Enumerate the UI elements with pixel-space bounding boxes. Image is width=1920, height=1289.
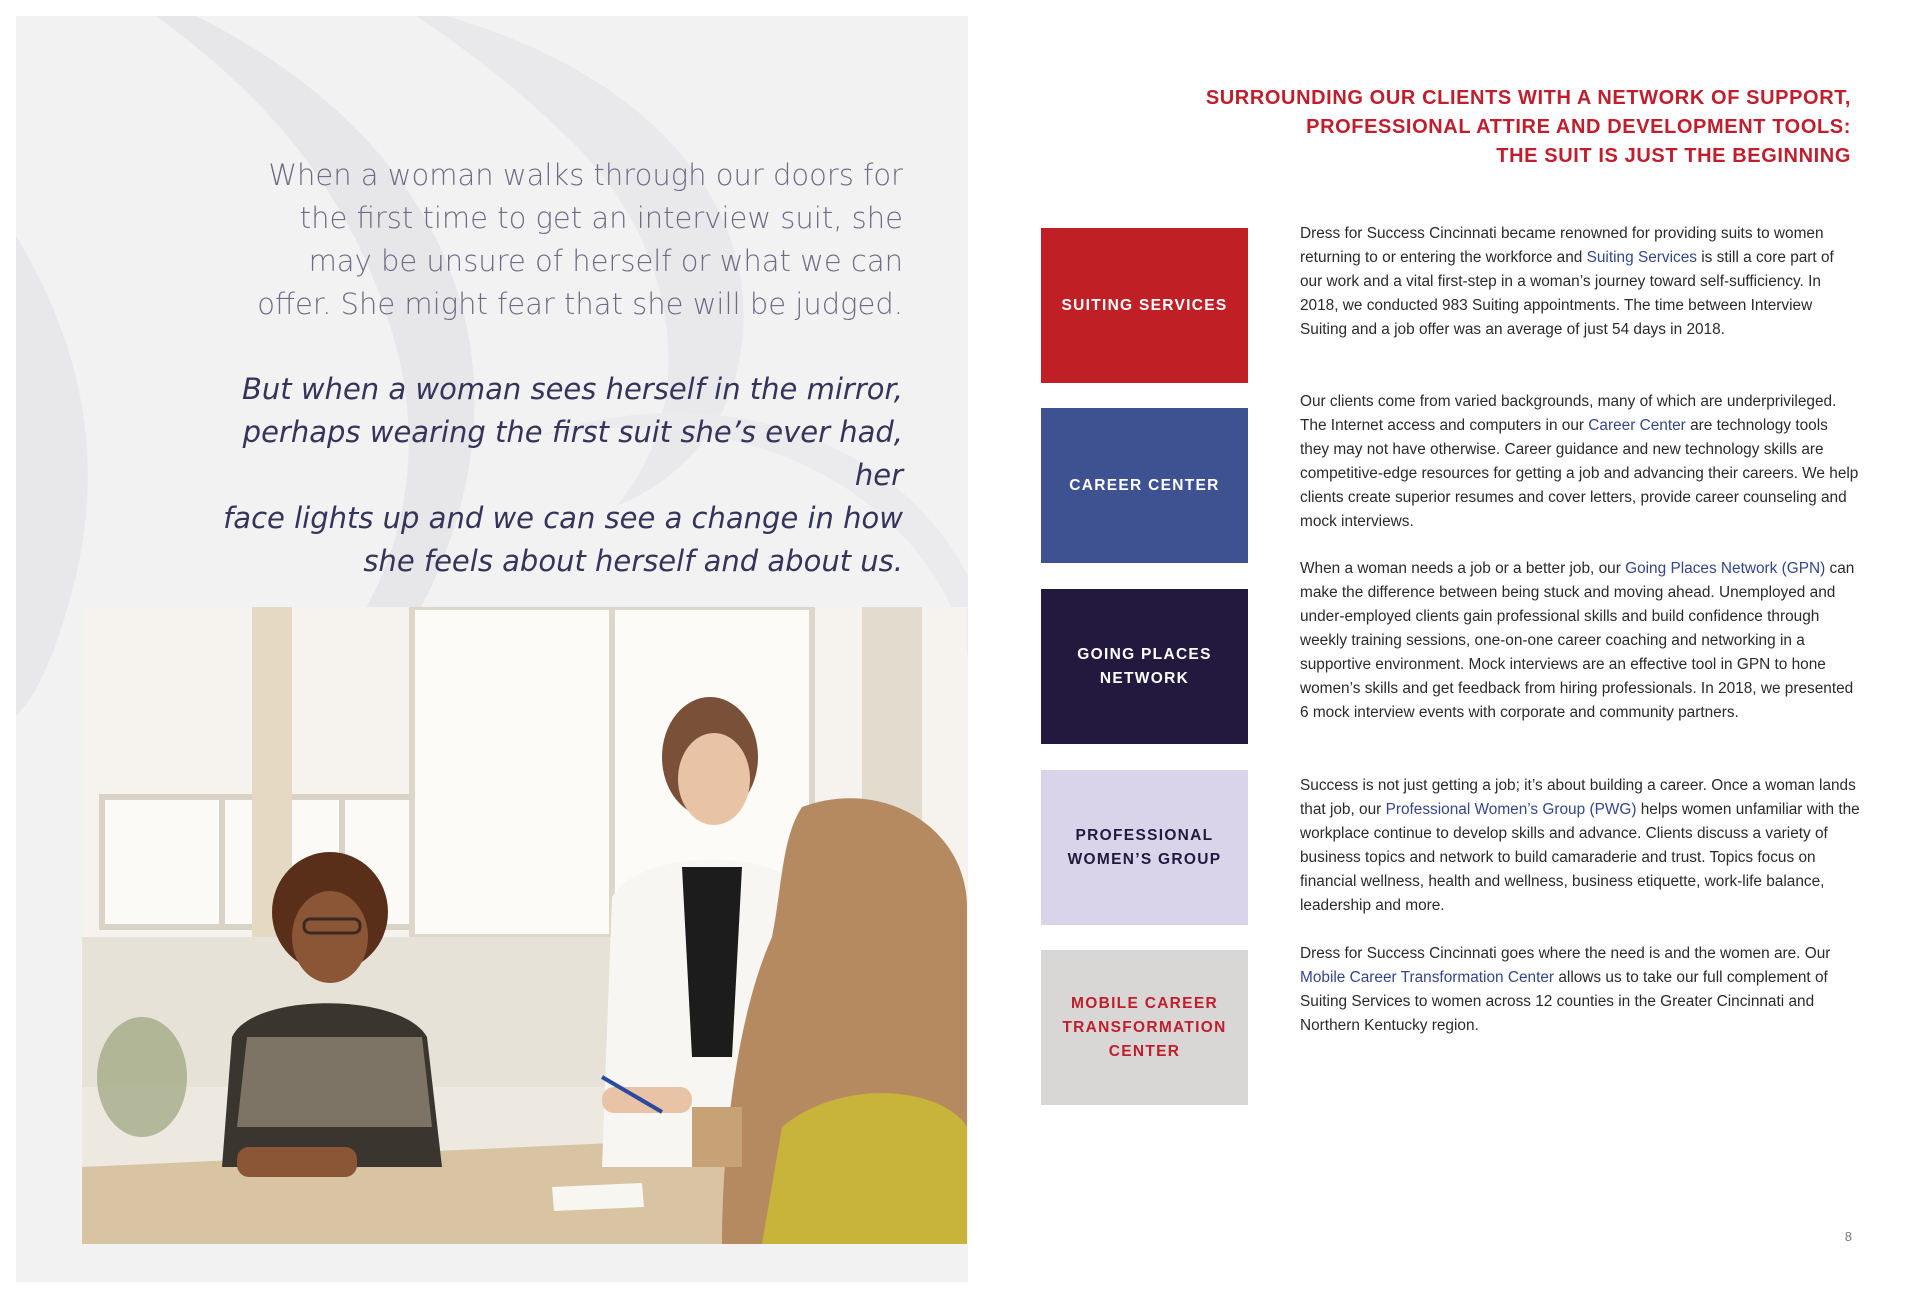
tile-label: CENTER <box>1108 1042 1181 1060</box>
tile-suiting-services <box>1041 228 1248 383</box>
tile-label: MOBILE CAREER <box>1071 994 1218 1012</box>
paragraph-text: can make the difference between being stuck and moving ahead. Unemployed and under-employed clients gain professional skills and build confidence through weekly training sessions, one-on-one career coaching and networking in a supportive environment. Mock interviews are an effective tool in GPN to hone women’s skills and get feedback from hiring professionals. In 2018, we presented 6 mock interview events with corporate and community partners. <box>1300 560 1855 721</box>
left-page <box>16 16 968 1282</box>
link-professional-womens-group[interactable]: Professional Women’s Group (PWG) <box>1385 801 1637 818</box>
photo-illustration <box>82 607 967 1244</box>
paragraph-text: Success is not just getting a job; it’s about building a career. Once a woman lands that job, our <box>1300 777 1856 818</box>
link-suiting-services[interactable]: Suiting Services <box>1586 249 1697 266</box>
paragraph-text: are technology tools they may not have otherwise. Career guidance and new technology skills are competitive-edge resources for getting a job and advancing their careers. We help clients create superior resumes and cover letters, provide career counseling and mock interviews. <box>1300 417 1859 530</box>
quote-line: face lights up and we can see a change in how <box>223 501 903 535</box>
tile-mobile-career-transformation-center <box>1041 950 1248 1105</box>
paragraph-text: helps women unfamiliar with the workplace continue to develop skills and advance. Clients discuss a variety of business topics and network to build camaraderie and trust. Topics focus on financial wellness, health and wellness, business etiquette, work-life balance, leadership and more. <box>1300 801 1860 914</box>
pull-quote-italic <box>203 368 903 583</box>
quote-line: But when a woman sees herself in the mirror, <box>241 372 903 406</box>
page-number: 8 <box>1844 1229 1852 1244</box>
tile-going-places-network <box>1041 589 1248 744</box>
tile-label: NETWORK <box>1099 669 1190 687</box>
paragraph-professional-womens-group <box>1300 774 1860 918</box>
paragraph-text: Dress for Success Cincinnati became renowned for providing suits to women returning to or entering the workforce and <box>1300 225 1824 266</box>
quote-line: perhaps wearing the first suit she’s ever had, her <box>242 415 903 492</box>
paragraph-going-places-network <box>1300 557 1860 725</box>
paragraph-text: is still a core part of our work and a vital first-step in a woman’s journey toward self-sufficiency. In 2018, we conducted 983 Suiting appointments. The time between Interview Suiting and a job offer was an average of just 54 days in 2018. <box>1300 249 1834 338</box>
heading-line: PROFESSIONAL ATTIRE AND DEVELOPMENT TOOLS: <box>1306 116 1851 138</box>
paragraph-text: When a woman needs a job or a better job, our <box>1300 560 1626 577</box>
quote-line: may be unsure of herself or what we can <box>308 244 903 278</box>
quote-line: offer. She might fear that she will be judged. <box>257 287 903 321</box>
tile-label: WOMEN’S GROUP <box>1067 850 1222 868</box>
heading-line: SURROUNDING OUR CLIENTS WITH A NETWORK OF SUPPORT, <box>1205 87 1851 109</box>
tile-label: CAREER CENTER <box>1069 476 1220 494</box>
tile-career-center <box>1041 408 1248 563</box>
section-heading <box>951 84 1851 171</box>
link-mobile-career-transformation-center[interactable]: Mobile Career Transformation Center <box>1300 969 1555 986</box>
photo-women-meeting <box>82 607 967 1244</box>
heading-line: THE SUIT IS JUST THE BEGINNING <box>1496 145 1851 167</box>
tile-label: SUITING SERVICES <box>1061 296 1228 314</box>
tile-label: PROFESSIONAL <box>1075 826 1214 844</box>
tile-label: TRANSFORMATION <box>1062 1018 1227 1036</box>
paragraph-text: Our clients come from varied backgrounds, many of which are underprivileged. The Internet access and computers in our <box>1300 393 1837 434</box>
paragraph-text: Dress for Success Cincinnati goes where the need is and the women are. Our <box>1300 945 1831 962</box>
tile-label: GOING PLACES <box>1077 645 1212 663</box>
quote-line: she feels about herself and about us. <box>363 544 903 578</box>
paragraph-text: allows us to take our full complement of Suiting Services to women across 12 counties in the Greater Cincinnati and Northern Kentucky region. <box>1300 969 1828 1034</box>
quote-line: When a woman walks through our doors for <box>268 158 903 192</box>
link-going-places-network[interactable]: Going Places Network (GPN) <box>1625 560 1826 577</box>
link-career-center[interactable]: Career Center <box>1588 417 1686 434</box>
paragraph-career-center <box>1300 390 1860 534</box>
pull-quote-upright <box>203 154 903 326</box>
quote-line: the first time to get an interview suit, she <box>299 201 903 235</box>
tile-professional-womens-group <box>1041 770 1248 925</box>
paragraph-mobile-center <box>1300 942 1860 1038</box>
paragraph-suiting-services <box>1300 222 1860 342</box>
